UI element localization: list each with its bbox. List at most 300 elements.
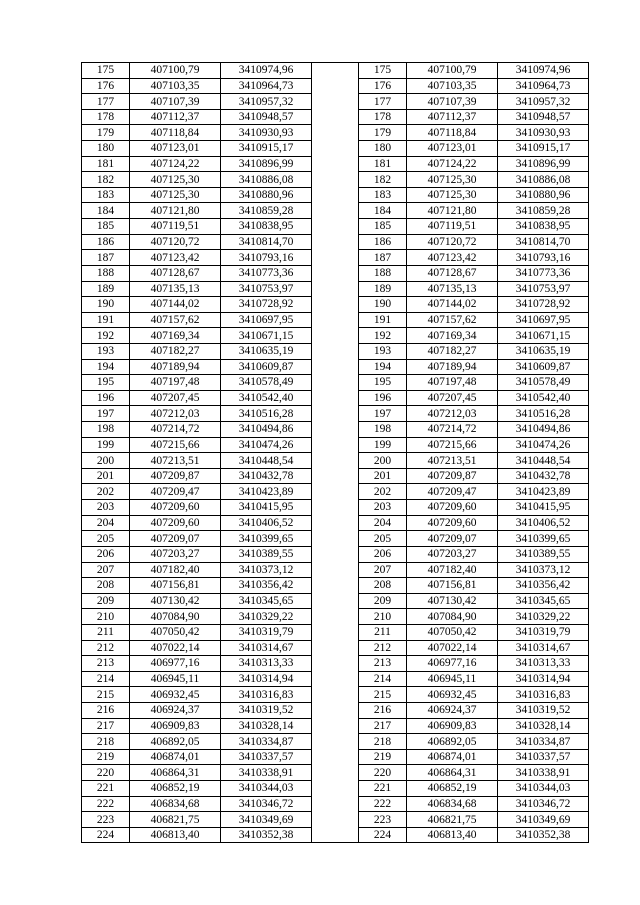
right-y-coordinate-cell: 3410316,83: [498, 687, 589, 703]
table-row: [82, 562, 589, 578]
right-point-number-cell: 182: [359, 172, 407, 188]
left-x-coordinate-cell: 406821,75: [130, 812, 221, 828]
right-point-number-cell: 189: [359, 281, 407, 297]
left-y-coordinate-cell: 3410930,93: [221, 125, 312, 141]
right-x-coordinate-cell: 407123,42: [407, 250, 498, 266]
left-y-coordinate-cell: 3410494,86: [221, 422, 312, 438]
left-point-number-cell: 200: [82, 453, 130, 469]
left-x-coordinate-cell: 407125,30: [130, 172, 221, 188]
table-row: [82, 234, 589, 250]
table-row: [82, 624, 589, 640]
right-x-coordinate-cell: 406834,68: [407, 796, 498, 812]
table-row: [82, 172, 589, 188]
left-y-coordinate-cell: 3410314,94: [221, 671, 312, 687]
right-point-number-cell: 195: [359, 375, 407, 391]
right-x-coordinate-cell: 407214,72: [407, 422, 498, 438]
right-y-coordinate-cell: 3410474,26: [498, 437, 589, 453]
column-gap: [312, 546, 359, 562]
right-y-coordinate-cell: 3410974,96: [498, 63, 589, 79]
left-point-number-cell: 180: [82, 141, 130, 157]
right-x-coordinate-cell: 407135,13: [407, 281, 498, 297]
left-point-number-cell: 203: [82, 500, 130, 516]
table-row: [82, 796, 589, 812]
table-row: [82, 468, 589, 484]
column-gap: [312, 671, 359, 687]
right-x-coordinate-cell: 407189,94: [407, 359, 498, 375]
left-point-number-cell: 204: [82, 515, 130, 531]
left-point-number-cell: 190: [82, 297, 130, 313]
left-point-number-cell: 192: [82, 328, 130, 344]
right-x-coordinate-cell: 407209,47: [407, 484, 498, 500]
right-y-coordinate-cell: 3410697,95: [498, 312, 589, 328]
right-x-coordinate-cell: 406924,37: [407, 702, 498, 718]
right-x-coordinate-cell: 407203,27: [407, 546, 498, 562]
left-y-coordinate-cell: 3410516,28: [221, 406, 312, 422]
column-gap: [312, 593, 359, 609]
left-x-coordinate-cell: 407197,48: [130, 375, 221, 391]
left-y-coordinate-cell: 3410313,33: [221, 656, 312, 672]
right-x-coordinate-cell: 407084,90: [407, 609, 498, 625]
column-gap: [312, 718, 359, 734]
right-y-coordinate-cell: 3410516,28: [498, 406, 589, 422]
right-point-number-cell: 181: [359, 156, 407, 172]
table-row: [82, 609, 589, 625]
column-gap: [312, 63, 359, 79]
right-y-coordinate-cell: 3410494,86: [498, 422, 589, 438]
left-y-coordinate-cell: 3410964,73: [221, 78, 312, 94]
left-point-number-cell: 178: [82, 109, 130, 125]
table-row: [82, 702, 589, 718]
right-x-coordinate-cell: 407182,27: [407, 343, 498, 359]
column-gap: [312, 422, 359, 438]
table-row: [82, 453, 589, 469]
column-gap: [312, 156, 359, 172]
right-x-coordinate-cell: 406945,11: [407, 671, 498, 687]
right-x-coordinate-cell: 407182,40: [407, 562, 498, 578]
left-x-coordinate-cell: 407209,47: [130, 484, 221, 500]
left-y-coordinate-cell: 3410314,67: [221, 640, 312, 656]
column-gap: [312, 796, 359, 812]
left-x-coordinate-cell: 407189,94: [130, 359, 221, 375]
table-row: [82, 718, 589, 734]
column-gap: [312, 281, 359, 297]
right-x-coordinate-cell: 407144,02: [407, 297, 498, 313]
right-x-coordinate-cell: 407118,84: [407, 125, 498, 141]
right-point-number-cell: 216: [359, 702, 407, 718]
left-y-coordinate-cell: 3410915,17: [221, 141, 312, 157]
left-y-coordinate-cell: 3410423,89: [221, 484, 312, 500]
column-gap: [312, 484, 359, 500]
right-x-coordinate-cell: 406864,31: [407, 765, 498, 781]
right-point-number-cell: 224: [359, 827, 407, 843]
left-point-number-cell: 213: [82, 656, 130, 672]
right-y-coordinate-cell: 3410314,94: [498, 671, 589, 687]
table-row: [82, 422, 589, 438]
right-point-number-cell: 188: [359, 265, 407, 281]
left-x-coordinate-cell: 407156,81: [130, 578, 221, 594]
right-point-number-cell: 200: [359, 453, 407, 469]
right-x-coordinate-cell: 406852,19: [407, 781, 498, 797]
right-x-coordinate-cell: 407213,51: [407, 453, 498, 469]
right-x-coordinate-cell: 407215,66: [407, 437, 498, 453]
left-point-number-cell: 201: [82, 468, 130, 484]
column-gap: [312, 812, 359, 828]
left-y-coordinate-cell: 3410432,78: [221, 468, 312, 484]
right-y-coordinate-cell: 3410773,36: [498, 265, 589, 281]
left-x-coordinate-cell: 407213,51: [130, 453, 221, 469]
column-gap: [312, 468, 359, 484]
left-x-coordinate-cell: 406909,83: [130, 718, 221, 734]
right-x-coordinate-cell: 407107,39: [407, 94, 498, 110]
right-y-coordinate-cell: 3410753,97: [498, 281, 589, 297]
table-row: [82, 406, 589, 422]
column-gap: [312, 203, 359, 219]
column-gap: [312, 687, 359, 703]
table-row: [82, 219, 589, 235]
left-y-coordinate-cell: 3410880,96: [221, 187, 312, 203]
table-row: [82, 578, 589, 594]
left-y-coordinate-cell: 3410728,92: [221, 297, 312, 313]
right-point-number-cell: 175: [359, 63, 407, 79]
right-point-number-cell: 193: [359, 343, 407, 359]
right-point-number-cell: 219: [359, 749, 407, 765]
table-row: [82, 593, 589, 609]
left-point-number-cell: 198: [82, 422, 130, 438]
table-row: [82, 156, 589, 172]
left-y-coordinate-cell: 3410474,26: [221, 437, 312, 453]
left-point-number-cell: 194: [82, 359, 130, 375]
left-point-number-cell: 193: [82, 343, 130, 359]
column-gap: [312, 234, 359, 250]
right-y-coordinate-cell: 3410448,54: [498, 453, 589, 469]
table-row: [82, 359, 589, 375]
right-y-coordinate-cell: 3410948,57: [498, 109, 589, 125]
right-point-number-cell: 220: [359, 765, 407, 781]
table-row: [82, 687, 589, 703]
table-row: [82, 187, 589, 203]
table-row: [82, 312, 589, 328]
left-point-number-cell: 186: [82, 234, 130, 250]
table-row: [82, 328, 589, 344]
column-gap: [312, 765, 359, 781]
left-x-coordinate-cell: 407169,34: [130, 328, 221, 344]
right-y-coordinate-cell: 3410329,22: [498, 609, 589, 625]
right-point-number-cell: 179: [359, 125, 407, 141]
left-point-number-cell: 185: [82, 219, 130, 235]
right-x-coordinate-cell: 407125,30: [407, 187, 498, 203]
column-gap: [312, 94, 359, 110]
right-y-coordinate-cell: 3410399,65: [498, 531, 589, 547]
table-row: [82, 531, 589, 547]
right-x-coordinate-cell: 407050,42: [407, 624, 498, 640]
right-y-coordinate-cell: 3410915,17: [498, 141, 589, 157]
left-x-coordinate-cell: 407107,39: [130, 94, 221, 110]
left-point-number-cell: 212: [82, 640, 130, 656]
right-x-coordinate-cell: 407209,87: [407, 468, 498, 484]
right-y-coordinate-cell: 3410896,99: [498, 156, 589, 172]
right-point-number-cell: 222: [359, 796, 407, 812]
left-y-coordinate-cell: 3410346,72: [221, 796, 312, 812]
column-gap: [312, 125, 359, 141]
column-gap: [312, 172, 359, 188]
table-row: [82, 78, 589, 94]
right-y-coordinate-cell: 3410728,92: [498, 297, 589, 313]
left-point-number-cell: 222: [82, 796, 130, 812]
table-row: [82, 734, 589, 750]
table-row: [82, 515, 589, 531]
left-point-number-cell: 196: [82, 390, 130, 406]
table-row: [82, 281, 589, 297]
right-point-number-cell: 196: [359, 390, 407, 406]
left-point-number-cell: 197: [82, 406, 130, 422]
left-y-coordinate-cell: 3410609,87: [221, 359, 312, 375]
right-y-coordinate-cell: 3410814,70: [498, 234, 589, 250]
table-row: [82, 94, 589, 110]
right-y-coordinate-cell: 3410542,40: [498, 390, 589, 406]
right-point-number-cell: 201: [359, 468, 407, 484]
left-point-number-cell: 205: [82, 531, 130, 547]
right-point-number-cell: 190: [359, 297, 407, 313]
left-y-coordinate-cell: 3410406,52: [221, 515, 312, 531]
right-x-coordinate-cell: 407124,22: [407, 156, 498, 172]
left-point-number-cell: 211: [82, 624, 130, 640]
right-y-coordinate-cell: 3410432,78: [498, 468, 589, 484]
column-gap: [312, 328, 359, 344]
left-y-coordinate-cell: 3410814,70: [221, 234, 312, 250]
right-y-coordinate-cell: 3410886,08: [498, 172, 589, 188]
left-x-coordinate-cell: 407123,42: [130, 250, 221, 266]
right-x-coordinate-cell: 407121,80: [407, 203, 498, 219]
right-point-number-cell: 197: [359, 406, 407, 422]
column-gap: [312, 297, 359, 313]
left-point-number-cell: 175: [82, 63, 130, 79]
right-x-coordinate-cell: 407207,45: [407, 390, 498, 406]
left-y-coordinate-cell: 3410328,14: [221, 718, 312, 734]
column-gap: [312, 141, 359, 157]
right-x-coordinate-cell: 407209,60: [407, 515, 498, 531]
right-x-coordinate-cell: 407123,01: [407, 141, 498, 157]
left-x-coordinate-cell: 406924,37: [130, 702, 221, 718]
coordinates-table-body: [82, 63, 589, 843]
left-x-coordinate-cell: 407125,30: [130, 187, 221, 203]
left-y-coordinate-cell: 3410886,08: [221, 172, 312, 188]
left-point-number-cell: 220: [82, 765, 130, 781]
right-y-coordinate-cell: 3410349,69: [498, 812, 589, 828]
right-point-number-cell: 205: [359, 531, 407, 547]
right-x-coordinate-cell: 407022,14: [407, 640, 498, 656]
left-y-coordinate-cell: 3410578,49: [221, 375, 312, 391]
table-row: [82, 671, 589, 687]
right-y-coordinate-cell: 3410328,14: [498, 718, 589, 734]
left-y-coordinate-cell: 3410349,69: [221, 812, 312, 828]
table-row: [82, 203, 589, 219]
left-x-coordinate-cell: 407120,72: [130, 234, 221, 250]
left-x-coordinate-cell: 407209,87: [130, 468, 221, 484]
table-row: [82, 500, 589, 516]
right-y-coordinate-cell: 3410346,72: [498, 796, 589, 812]
right-y-coordinate-cell: 3410352,38: [498, 827, 589, 843]
right-x-coordinate-cell: 406813,40: [407, 827, 498, 843]
column-gap: [312, 702, 359, 718]
column-gap: [312, 749, 359, 765]
table-row: [82, 109, 589, 125]
right-point-number-cell: 212: [359, 640, 407, 656]
right-x-coordinate-cell: 407156,81: [407, 578, 498, 594]
left-x-coordinate-cell: 406834,68: [130, 796, 221, 812]
left-y-coordinate-cell: 3410957,32: [221, 94, 312, 110]
right-point-number-cell: 199: [359, 437, 407, 453]
left-x-coordinate-cell: 407144,02: [130, 297, 221, 313]
left-x-coordinate-cell: 406852,19: [130, 781, 221, 797]
left-y-coordinate-cell: 3410859,28: [221, 203, 312, 219]
left-point-number-cell: 215: [82, 687, 130, 703]
column-gap: [312, 781, 359, 797]
right-y-coordinate-cell: 3410578,49: [498, 375, 589, 391]
column-gap: [312, 562, 359, 578]
right-y-coordinate-cell: 3410319,52: [498, 702, 589, 718]
right-point-number-cell: 177: [359, 94, 407, 110]
table-row: [82, 343, 589, 359]
left-x-coordinate-cell: 407182,40: [130, 562, 221, 578]
column-gap: [312, 250, 359, 266]
left-x-coordinate-cell: 406892,05: [130, 734, 221, 750]
column-gap: [312, 500, 359, 516]
table-row: [82, 749, 589, 765]
left-x-coordinate-cell: 407050,42: [130, 624, 221, 640]
left-x-coordinate-cell: 407103,35: [130, 78, 221, 94]
right-point-number-cell: 203: [359, 500, 407, 516]
table-row: [82, 437, 589, 453]
right-point-number-cell: 223: [359, 812, 407, 828]
right-point-number-cell: 176: [359, 78, 407, 94]
left-point-number-cell: 182: [82, 172, 130, 188]
table-row: [82, 63, 589, 79]
table-row: [82, 765, 589, 781]
table-row: [82, 812, 589, 828]
table-row: [82, 250, 589, 266]
right-x-coordinate-cell: 407125,30: [407, 172, 498, 188]
left-x-coordinate-cell: 407209,60: [130, 515, 221, 531]
right-x-coordinate-cell: 407130,42: [407, 593, 498, 609]
column-gap: [312, 656, 359, 672]
right-y-coordinate-cell: 3410313,33: [498, 656, 589, 672]
right-y-coordinate-cell: 3410406,52: [498, 515, 589, 531]
column-gap: [312, 453, 359, 469]
left-x-coordinate-cell: 406945,11: [130, 671, 221, 687]
left-point-number-cell: 195: [82, 375, 130, 391]
left-y-coordinate-cell: 3410352,38: [221, 827, 312, 843]
right-point-number-cell: 208: [359, 578, 407, 594]
right-x-coordinate-cell: 406892,05: [407, 734, 498, 750]
table-row: [82, 546, 589, 562]
right-x-coordinate-cell: 406909,83: [407, 718, 498, 734]
left-y-coordinate-cell: 3410389,55: [221, 546, 312, 562]
column-gap: [312, 78, 359, 94]
left-point-number-cell: 216: [82, 702, 130, 718]
table-row: [82, 375, 589, 391]
column-gap: [312, 375, 359, 391]
right-y-coordinate-cell: 3410838,95: [498, 219, 589, 235]
left-y-coordinate-cell: 3410319,52: [221, 702, 312, 718]
table-row: [82, 781, 589, 797]
left-point-number-cell: 221: [82, 781, 130, 797]
right-point-number-cell: 198: [359, 422, 407, 438]
right-y-coordinate-cell: 3410415,95: [498, 500, 589, 516]
right-x-coordinate-cell: 407112,37: [407, 109, 498, 125]
column-gap: [312, 219, 359, 235]
left-y-coordinate-cell: 3410697,95: [221, 312, 312, 328]
left-x-coordinate-cell: 407124,22: [130, 156, 221, 172]
column-gap: [312, 437, 359, 453]
left-point-number-cell: 206: [82, 546, 130, 562]
left-y-coordinate-cell: 3410373,12: [221, 562, 312, 578]
column-gap: [312, 390, 359, 406]
right-point-number-cell: 218: [359, 734, 407, 750]
table-row: [82, 390, 589, 406]
left-x-coordinate-cell: 407157,62: [130, 312, 221, 328]
right-y-coordinate-cell: 3410345,65: [498, 593, 589, 609]
column-gap: [312, 109, 359, 125]
left-y-coordinate-cell: 3410356,42: [221, 578, 312, 594]
left-point-number-cell: 184: [82, 203, 130, 219]
left-x-coordinate-cell: 406977,16: [130, 656, 221, 672]
left-x-coordinate-cell: 407130,42: [130, 593, 221, 609]
left-x-coordinate-cell: 406874,01: [130, 749, 221, 765]
right-y-coordinate-cell: 3410859,28: [498, 203, 589, 219]
right-x-coordinate-cell: 406932,45: [407, 687, 498, 703]
left-point-number-cell: 208: [82, 578, 130, 594]
left-point-number-cell: 199: [82, 437, 130, 453]
left-point-number-cell: 202: [82, 484, 130, 500]
right-point-number-cell: 185: [359, 219, 407, 235]
left-x-coordinate-cell: 407022,14: [130, 640, 221, 656]
left-y-coordinate-cell: 3410399,65: [221, 531, 312, 547]
column-gap: [312, 343, 359, 359]
right-point-number-cell: 187: [359, 250, 407, 266]
left-x-coordinate-cell: 407123,01: [130, 141, 221, 157]
column-gap: [312, 609, 359, 625]
table-row: [82, 640, 589, 656]
column-gap: [312, 734, 359, 750]
left-point-number-cell: 223: [82, 812, 130, 828]
right-point-number-cell: 180: [359, 141, 407, 157]
right-point-number-cell: 211: [359, 624, 407, 640]
right-point-number-cell: 209: [359, 593, 407, 609]
column-gap: [312, 265, 359, 281]
left-x-coordinate-cell: 407215,66: [130, 437, 221, 453]
left-x-coordinate-cell: 407135,13: [130, 281, 221, 297]
right-y-coordinate-cell: 3410609,87: [498, 359, 589, 375]
right-y-coordinate-cell: 3410671,15: [498, 328, 589, 344]
left-point-number-cell: 183: [82, 187, 130, 203]
column-gap: [312, 515, 359, 531]
left-y-coordinate-cell: 3410345,65: [221, 593, 312, 609]
left-x-coordinate-cell: 407209,60: [130, 500, 221, 516]
left-point-number-cell: 217: [82, 718, 130, 734]
left-point-number-cell: 176: [82, 78, 130, 94]
right-y-coordinate-cell: 3410423,89: [498, 484, 589, 500]
left-y-coordinate-cell: 3410838,95: [221, 219, 312, 235]
right-point-number-cell: 214: [359, 671, 407, 687]
right-y-coordinate-cell: 3410337,57: [498, 749, 589, 765]
right-y-coordinate-cell: 3410319,79: [498, 624, 589, 640]
column-gap: [312, 578, 359, 594]
left-x-coordinate-cell: 407207,45: [130, 390, 221, 406]
left-y-coordinate-cell: 3410415,95: [221, 500, 312, 516]
left-point-number-cell: 210: [82, 609, 130, 625]
column-gap: [312, 827, 359, 843]
left-y-coordinate-cell: 3410671,15: [221, 328, 312, 344]
